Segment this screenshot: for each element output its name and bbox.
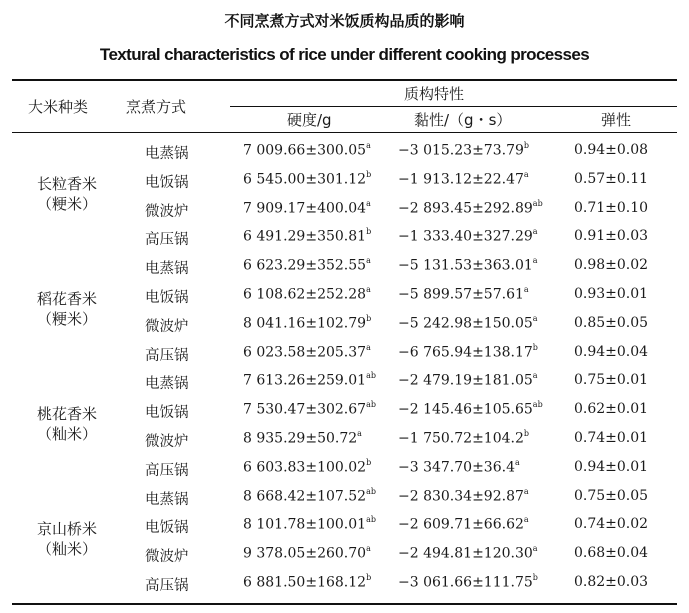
stickiness-cell: −6 765.94±138.17$^b$: [398, 342, 538, 361]
title-chinese: 不同烹煮方式对米饭质构品质的影响: [224, 12, 465, 30]
table-row: [0, 372, 689, 400]
significance-letter: a: [532, 544, 538, 554]
stickiness-cell: −1 333.40±327.29$^a$: [398, 227, 538, 246]
elasticity-cell: 0.94±0.01: [574, 458, 649, 475]
cooking-method-cell: 微波炉: [145, 318, 189, 335]
table-row: [0, 344, 689, 372]
cooking-method-cell: 微波炉: [145, 549, 189, 566]
significance-letter: a: [366, 285, 371, 294]
hardness-cell: 7 009.66±300.05$^a$: [243, 141, 371, 159]
significance-letter: a: [366, 198, 371, 208]
stickiness-cell: −2 479.19±181.05$^a$: [398, 371, 538, 390]
cooking-method-cell: 高压锅: [145, 462, 189, 479]
table-row: [0, 228, 689, 256]
cooking-method-cell: 高压锅: [145, 578, 189, 594]
hardness-cell: 7 530.47±302.67$^{ab}$: [243, 400, 376, 418]
significance-letter: b: [366, 169, 372, 179]
elasticity-cell: 0.74±0.01: [574, 430, 649, 446]
cooking-method-cell: 微波炉: [145, 434, 189, 450]
significance-letter: a: [523, 486, 529, 496]
cooking-method-cell: 电饭锅: [145, 520, 189, 537]
hardness-cell: 8 041.16±102.79$^b$: [243, 313, 372, 332]
stickiness-cell: −2 893.45±292.89$^{ab}$: [398, 198, 543, 217]
table-row: [0, 401, 689, 429]
elasticity-cell: 0.85±0.05: [574, 314, 649, 331]
cooking-method-cell: 电蒸锅: [145, 491, 189, 508]
elasticity-cell: 0.57±0.11: [574, 170, 649, 187]
hardness-cell: 6 545.00±301.12$^b$: [243, 169, 372, 188]
table-row: [0, 200, 689, 228]
header-sub-rule: [230, 106, 677, 107]
elasticity-cell: 0.94±0.08: [574, 142, 649, 158]
significance-letter: a: [523, 515, 529, 525]
table-row: [0, 171, 689, 199]
significance-letter: a: [366, 544, 371, 554]
hardness-cell: 6 108.62±252.28$^a$: [243, 285, 371, 303]
significance-letter: ab: [366, 371, 376, 381]
cooking-method-cell: 电蒸锅: [145, 376, 189, 393]
hardness-cell: 8 101.78±100.01$^{ab}$: [243, 515, 376, 534]
significance-letter: a: [532, 256, 538, 266]
significance-letter: a: [366, 141, 371, 150]
elasticity-cell: 0.75±0.05: [574, 487, 649, 504]
significance-letter: a: [366, 342, 371, 352]
stickiness-cell: −2 494.81±120.30$^a$: [398, 544, 538, 562]
title-english: Textural characteristics of rice under different cooking processes: [99, 45, 590, 64]
cooking-method-cell: 电蒸锅: [145, 146, 189, 162]
hardness-cell: 7 613.26±259.01$^{ab}$: [243, 371, 376, 390]
significance-letter: a: [514, 457, 520, 467]
cooking-method-cell: 电饭锅: [145, 174, 189, 191]
stickiness-cell: −5 131.53±363.01$^a$: [398, 256, 538, 274]
table-row: [0, 545, 689, 573]
hardness-cell: 8 935.29±50.72$^a$: [243, 429, 362, 447]
header-elasticity: 弹性: [601, 111, 632, 129]
hardness-cell: 6 491.29±350.81$^b$: [243, 227, 372, 246]
header-texture: 质构特性: [404, 85, 465, 103]
stickiness-cell: −3 347.70±36.4$^a$: [398, 457, 520, 476]
significance-letter: b: [366, 227, 372, 237]
elasticity-cell: 0.82±0.03: [574, 574, 649, 590]
header-bottom-rule: [12, 132, 677, 133]
significance-letter: a: [532, 227, 538, 237]
elasticity-cell: 0.91±0.03: [574, 228, 649, 245]
stickiness-cell: −3 061.66±111.75$^b$: [398, 573, 538, 591]
significance-letter: b: [523, 429, 530, 438]
rice-variety-type: （粳米）: [36, 194, 97, 213]
significance-letter: a: [357, 429, 362, 438]
significance-letter: ab: [366, 400, 376, 410]
hardness-cell: 6 881.50±168.12$^b$: [243, 573, 372, 591]
stickiness-cell: −5 242.98±150.05$^a$: [398, 313, 538, 332]
rice-variety-type: （粳米）: [36, 309, 97, 328]
significance-letter: b: [532, 342, 538, 352]
cooking-method-cell: 电饭锅: [145, 405, 189, 422]
stickiness-cell: −1 913.12±22.47$^a$: [398, 169, 529, 188]
significance-letter: ab: [366, 515, 376, 525]
significance-letter: b: [366, 313, 372, 323]
rice-variety-name: 桃花香米: [36, 405, 97, 423]
stickiness-cell: −2 145.46±105.65$^{ab}$: [398, 400, 543, 418]
significance-letter: b: [532, 573, 538, 582]
table-row: [0, 142, 689, 170]
table-bottom-rule: [12, 603, 677, 605]
table-row: [0, 286, 689, 314]
rice-variety-name: 长粒香米: [36, 174, 97, 193]
significance-letter: ab: [366, 486, 376, 496]
hardness-cell: 8 668.42±107.52$^{ab}$: [243, 486, 376, 505]
significance-letter: b: [366, 457, 372, 467]
elasticity-cell: 0.62±0.01: [574, 401, 649, 418]
elasticity-cell: 0.93±0.01: [574, 286, 649, 302]
stickiness-cell: −2 609.71±66.62$^a$: [398, 515, 529, 534]
cooking-method-cell: 高压锅: [145, 347, 189, 364]
elasticity-cell: 0.75±0.01: [574, 372, 649, 389]
header-hardness: 硬度/g: [287, 111, 332, 129]
table-top-rule: [12, 79, 677, 81]
table-row: [0, 430, 689, 458]
significance-letter: a: [523, 285, 529, 294]
cooking-method-cell: 电蒸锅: [145, 261, 189, 278]
significance-letter: a: [532, 371, 538, 381]
rice-variety-name: 稻花香米: [36, 289, 97, 308]
elasticity-cell: 0.71±0.10: [574, 199, 649, 216]
significance-letter: b: [523, 141, 530, 150]
elasticity-cell: 0.74±0.02: [574, 516, 649, 533]
hardness-cell: 6 623.29±352.55$^a$: [243, 256, 371, 274]
table-row: [0, 315, 689, 343]
table-row: [0, 574, 689, 602]
rice-variety-name: 京山桥米: [36, 520, 97, 539]
stickiness-cell: −2 830.34±92.87$^a$: [398, 486, 529, 505]
table-row: [0, 488, 689, 516]
hardness-cell: 6 603.83±100.02$^b$: [243, 457, 372, 476]
significance-letter: ab: [532, 198, 543, 208]
table-row: [0, 257, 689, 285]
elasticity-cell: 0.68±0.04: [574, 545, 649, 562]
cooking-method-cell: 高压锅: [145, 232, 189, 249]
hardness-cell: 9 378.05±260.70$^a$: [243, 544, 371, 562]
significance-letter: ab: [532, 400, 543, 410]
significance-letter: a: [532, 313, 538, 323]
rice-variety-type: （籼米）: [36, 425, 97, 443]
significance-letter: b: [366, 573, 372, 582]
significance-letter: a: [523, 169, 529, 179]
cooking-method-cell: 微波炉: [145, 203, 189, 220]
hardness-cell: 6 023.58±205.37$^a$: [243, 342, 371, 361]
stickiness-cell: −3 015.23±73.79$^b$: [398, 141, 530, 159]
table-row: [0, 516, 689, 544]
header-stickiness: 黏性/（g・s）: [414, 111, 512, 129]
significance-letter: a: [366, 256, 371, 266]
table-row: [0, 459, 689, 487]
stickiness-cell: −1 750.72±104.2$^b$: [398, 429, 530, 447]
elasticity-cell: 0.94±0.04: [574, 343, 649, 360]
hardness-cell: 7 909.17±400.04$^a$: [243, 198, 371, 217]
stickiness-cell: −5 899.57±57.61$^a$: [398, 285, 529, 303]
elasticity-cell: 0.98±0.02: [574, 257, 649, 274]
rice-variety-type: （籼米）: [36, 540, 97, 559]
cooking-method-cell: 电饭锅: [145, 290, 189, 306]
header-method: 烹煮方式: [126, 98, 187, 116]
header-variety: 大米种类: [28, 98, 89, 116]
